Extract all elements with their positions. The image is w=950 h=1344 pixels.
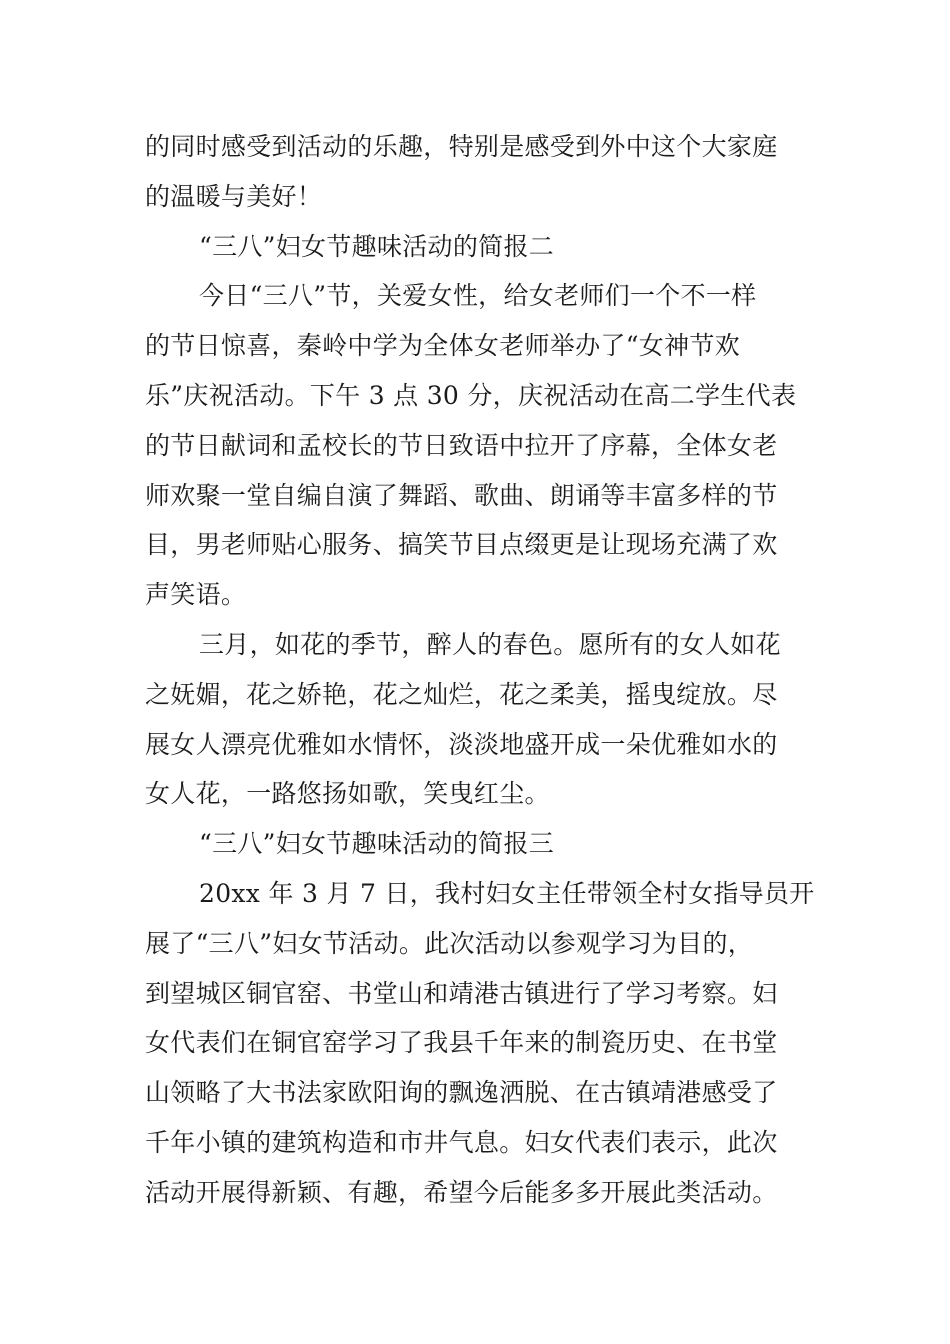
- text-line: 的节日献词和孟校长的节日致语中拉开了序幕，全体女老: [145, 430, 778, 460]
- section-heading-3: “三八”妇女节趣味活动的简报三: [199, 829, 555, 859]
- section-heading-2: “三八”妇女节趣味活动的简报二: [199, 231, 555, 261]
- text-line: 女代表们在铜官窑学习了我县千年来的制瓷历史、在书堂: [145, 1028, 778, 1058]
- text-line: 20xx 年 3 月 7 日，我村妇女主任带领全村女指导员开: [199, 878, 815, 908]
- text-line: 到望城区铜官窑、书堂山和靖港古镇进行了学习考察。妇: [145, 978, 778, 1008]
- text-line: 千年小镇的建筑构造和市井气息。妇女代表们表示，此次: [145, 1127, 778, 1157]
- text-line: 展女人漂亮优雅如水情怀，淡淡地盛开成一朵优雅如水的: [145, 729, 778, 759]
- text-line: 的温暖与美好！: [145, 181, 323, 211]
- text-line: 的同时感受到活动的乐趣，特别是感受到外中这个大家庭: [145, 132, 778, 161]
- text-line: 女人花，一路悠扬如歌，笑曳红尘。: [145, 779, 550, 809]
- text-line: 展了“三八”妇女节活动。此次活动以参观学习为目的，: [145, 928, 754, 958]
- text-line: 今日“三八”节，关爱女性，给女老师们一个不一样: [199, 281, 757, 311]
- text-line: 的节日惊喜，秦岭中学为全体女老师举办了“女神节欢: [145, 331, 740, 361]
- text-line: 乐”庆祝活动。下午 3 点 30 分，庆祝活动在高二学生代表: [145, 380, 797, 410]
- text-line: 三月，如花的季节，醉人的春色。愿所有的女人如花: [199, 629, 781, 659]
- text-line: 山领略了大书法家欧阳询的飘逸洒脱、在古镇靖港感受了: [145, 1078, 778, 1108]
- text-line: 声笑语。: [145, 580, 247, 610]
- document-body: [145, 122, 815, 1218]
- text-line: 目，男老师贴心服务、搞笑节目点缀更是让现场充满了欢: [145, 530, 778, 560]
- text-line: 活动开展得新颖、有趣，希望今后能多多开展此类活动。: [145, 1177, 778, 1207]
- text-line: 之妩媚，花之娇艳，花之灿烂，花之柔美，摇曳绽放。尽: [145, 679, 778, 709]
- text-line: 师欢聚一堂自编自演了舞蹈、歌曲、朗诵等丰富多样的节: [145, 480, 778, 510]
